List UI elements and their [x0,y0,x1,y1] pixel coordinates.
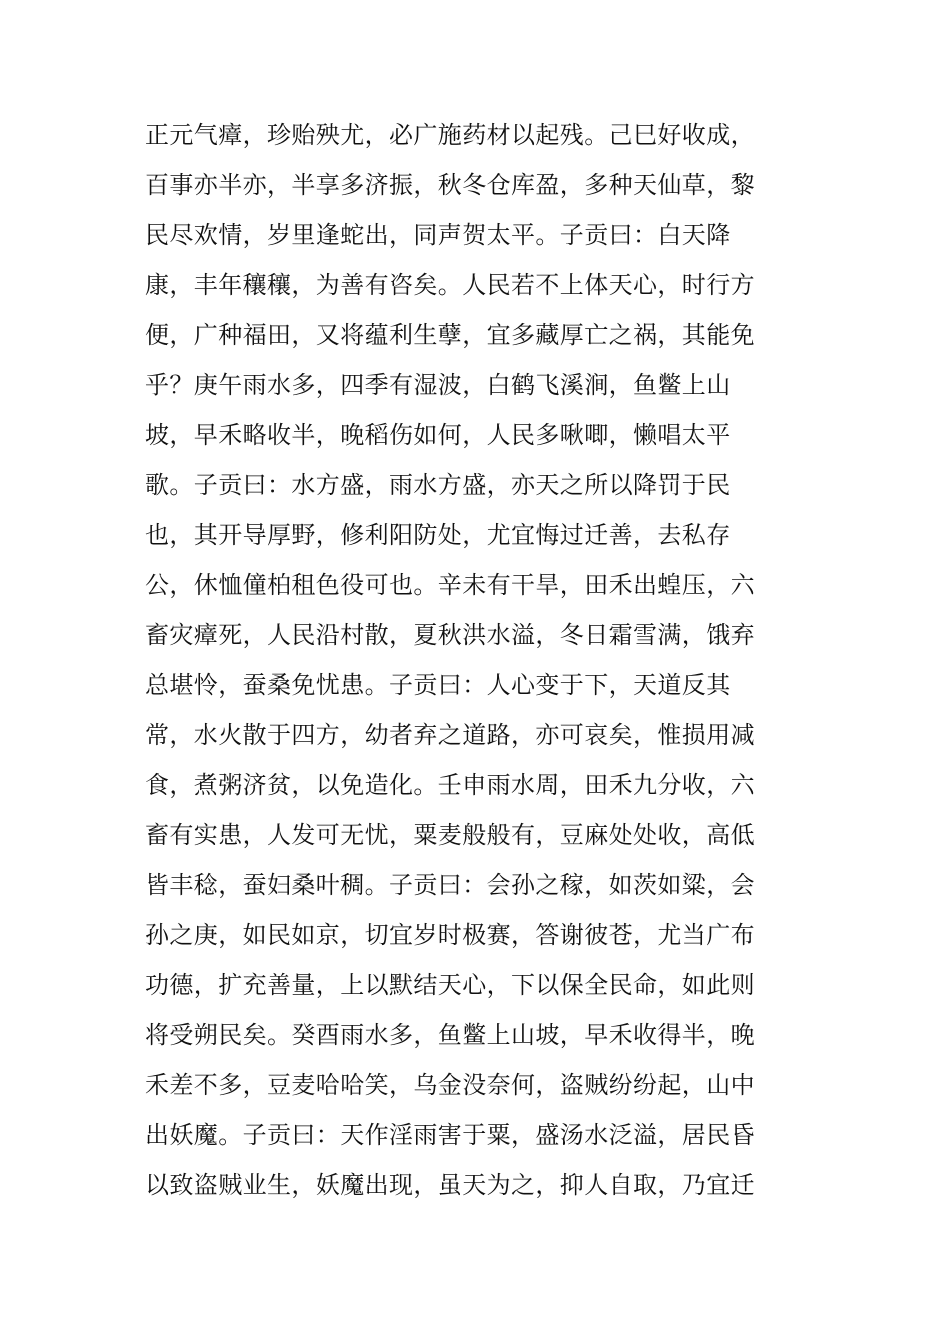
text-line: 歌。子贡曰：水方盛，雨水方盛，亦天之所以降罚于民 [145,471,731,499]
text-line: 孙之庚，如民如京，切宜岁时极赛，答谢彼苍，尤当广布 [145,921,755,949]
text-line: 康，丰年穰穰，为善有咨矣。人民若不上体天心，时行方 [145,271,755,299]
text-line: 将受朔民矣。癸酉雨水多，鱼鳖上山坡，早禾收得半，晚 [145,1021,755,1049]
text-line: 乎？庚午雨水多，四季有湿波，白鹤飞溪涧，鱼鳖上山 [145,371,731,399]
text-line: 出妖魔。子贡曰：天作淫雨害于粟，盛汤水泛溢，居民昏 [145,1121,755,1149]
text-line: 以致盗贼业生，妖魔出现，虽天为之，抑人自取，乃宜迁 [145,1171,755,1199]
text-line: 正元气瘴，珍贻殃尤，必广施药材以起残。己巳好收成， [145,121,755,149]
text-line: 公，休恤僮柏租色役可也。辛未有干旱，田禾出蝗压，六 [145,571,755,599]
body-text [145,110,795,1210]
text-line: 畜灾瘴死，人民沿村散，夏秋洪水溢，冬日霜雪满，饿弃 [145,621,755,649]
text-line: 坡，早禾略收半，晚稻伤如何，人民多啾唧，懒唱太平 [145,421,731,449]
text-line: 常，水火散于四方，幼者弃之道路，亦可哀矣，惟损用减 [145,721,755,749]
text-line: 畜有实患，人发可无忧，粟麦般般有，豆麻处处收，高低 [145,821,755,849]
text-line: 也，其开导厚野，修利阳防处，尤宜悔过迁善，去私存 [145,521,731,549]
text-line: 功德，扩充善量，上以默结天心，下以保全民命，如此则 [145,971,755,999]
text-line: 民尽欢情，岁里逢蛇出，同声贺太平。子贡曰：白天降 [145,221,731,249]
text-line: 便，广种福田，又将蕴利生孽，宜多藏厚亡之祸，其能免 [145,321,755,349]
text-line: 总堪怜，蚕桑免忧患。子贡曰：人心变于下，天道反其 [145,671,731,699]
text-line: 禾差不多，豆麦哈哈笑，乌金没奈何，盗贼纷纷起，山中 [145,1071,755,1099]
text-line: 皆丰稔，蚕妇桑叶稠。子贡曰：会孙之稼，如茨如粱，会 [145,871,755,899]
text-line: 百事亦半亦，半享多济振，秋冬仓库盈，多种天仙草，黎 [145,171,755,199]
text-line: 食，煮粥济贫，以免造化。壬申雨水周，田禾九分收，六 [145,771,755,799]
